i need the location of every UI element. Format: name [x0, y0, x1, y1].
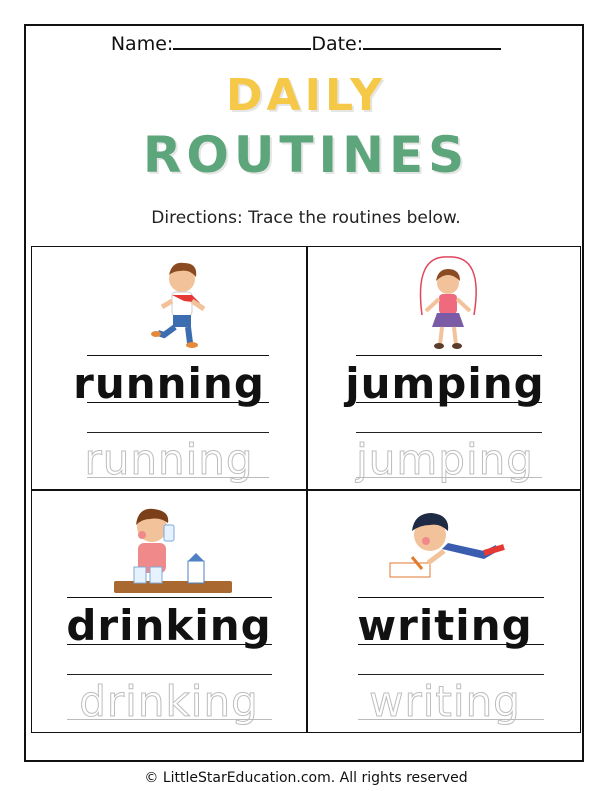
date-label: Date: [311, 33, 364, 55]
trace-line-top [67, 674, 272, 675]
trace-word[interactable]: jumping [356, 435, 534, 484]
directions-text: Directions: Trace the routines below. [151, 208, 461, 228]
trace-baseline [358, 719, 544, 720]
title-daily: DAILY [226, 70, 386, 121]
name-blank[interactable] [173, 32, 311, 50]
trace-word[interactable]: writing [369, 677, 521, 726]
trace-line-top [356, 432, 542, 433]
routine-word: drinking [66, 601, 272, 650]
writing-line-top [356, 355, 542, 356]
writing-baseline [87, 402, 269, 403]
trace-baseline [356, 477, 542, 478]
writing-line-top [87, 355, 269, 356]
writing-line-top [67, 597, 272, 598]
name-date-line [0, 32, 612, 55]
writing-baseline [67, 644, 272, 645]
trace-baseline [87, 477, 269, 478]
writing-baseline [358, 644, 544, 645]
trace-word[interactable]: running [84, 435, 254, 484]
trace-line-top [358, 674, 544, 675]
boy-running-icon [32, 255, 306, 351]
routine-cell-jumping [308, 247, 582, 489]
routine-word: jumping [345, 359, 545, 408]
routines-grid [31, 246, 581, 733]
name-label: Name: [110, 33, 174, 55]
writing-baseline [356, 402, 542, 403]
routine-cell-drinking [32, 491, 306, 733]
trace-baseline [67, 719, 272, 720]
copyright-footer: © LittleStarEducation.com. All rights reserved [144, 770, 468, 786]
date-blank[interactable] [363, 32, 501, 50]
routine-word: writing [357, 601, 533, 650]
title-routines: ROUTINES [142, 126, 470, 184]
trace-line-top [87, 432, 269, 433]
girl-jumping-rope-icon [308, 255, 582, 351]
routine-cell-running [32, 247, 306, 489]
writing-line-top [358, 597, 544, 598]
trace-word[interactable]: drinking [79, 677, 259, 726]
routine-cell-writing [308, 491, 582, 733]
routine-word: running [73, 359, 265, 408]
boy-drinking-milk-icon [32, 499, 306, 595]
boy-writing-icon [308, 499, 582, 595]
